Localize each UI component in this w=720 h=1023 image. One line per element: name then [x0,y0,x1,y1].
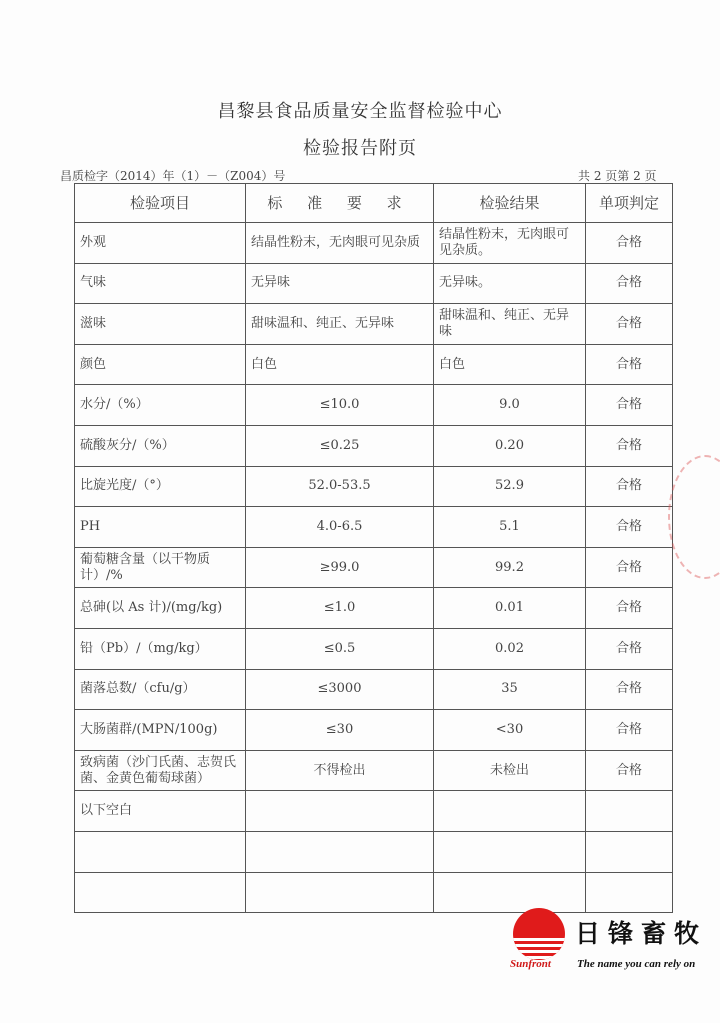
cell-verdict: 合格 [586,344,673,385]
cell-result: 无异味。 [434,263,586,304]
table-row [75,263,673,304]
logo-english-name: Sunfront [510,958,551,970]
table-row [75,588,673,629]
cell-verdict: 合格 [586,710,673,751]
document-number: 昌质检字（2014）年（1）－（Z004）号 [60,169,286,183]
cell-standard [246,831,434,872]
cell-item: 滋味 [75,304,246,345]
logo-chinese-name: 日锋畜牧 [575,919,708,948]
cell-result: 52.9 [434,466,586,507]
header-result: 检验结果 [434,184,586,223]
cell-standard: 甜味温和、纯正、无异味 [246,304,434,345]
cell-verdict: 合格 [586,547,673,588]
cell-standard: ≤3000 [246,669,434,710]
table-row [75,507,673,548]
cell-verdict: 合格 [586,425,673,466]
cell-result: 0.02 [434,628,586,669]
cell-standard: ≤0.5 [246,628,434,669]
cell-standard: 4.0-6.5 [246,507,434,548]
cell-verdict: 合格 [586,223,673,264]
cell-item: 气味 [75,263,246,304]
cell-result: 结晶性粉末，无肉眼可见杂质。 [434,223,586,264]
cell-result: <30 [434,710,586,751]
cell-item: 比旋光度/（°） [75,466,246,507]
cell-item: 以下空白 [75,791,246,832]
cell-item: 硫酸灰分/（%） [75,425,246,466]
sun-emblem-icon [513,908,565,960]
logo-slogan: The name you can rely on [577,958,696,970]
cell-item: PH [75,507,246,548]
cell-standard [246,791,434,832]
header-standard: 标 准 要 求 [246,184,434,223]
cell-result: 未检出 [434,750,586,791]
cell-verdict: 合格 [586,304,673,345]
cell-result: 35 [434,669,586,710]
table-row [75,669,673,710]
cell-result: 0.20 [434,425,586,466]
page-title: 检验报告附页 [303,138,417,159]
red-seal-stamp [668,455,720,579]
sunfront-logo [510,906,710,976]
cell-result [434,831,586,872]
cell-verdict: 合格 [586,466,673,507]
cell-result: 5.1 [434,507,586,548]
cell-standard: ≤30 [246,710,434,751]
cell-result: 99.2 [434,547,586,588]
cell-item [75,872,246,913]
cell-item: 大肠菌群/(MPN/100g) [75,710,246,751]
cell-item: 颜色 [75,344,246,385]
cell-item: 菌落总数/（cfu/g） [75,669,246,710]
cell-result: 0.01 [434,588,586,629]
cell-standard: 结晶性粉末，无肉眼可见杂质 [246,223,434,264]
table-row [75,547,673,588]
cell-verdict [586,831,673,872]
org-title: 昌黎县食品质量安全监督检验中心 [217,101,503,122]
cell-result [434,791,586,832]
cell-verdict: 合格 [586,507,673,548]
cell-verdict: 合格 [586,385,673,426]
cell-standard: ≤0.25 [246,425,434,466]
table-row [75,750,673,791]
header-verdict: 单项判定 [586,184,673,223]
table-row [75,710,673,751]
cell-item: 水分/（%） [75,385,246,426]
cell-result: 白色 [434,344,586,385]
cell-item: 铅（Pb）/（mg/kg） [75,628,246,669]
cell-standard [246,872,434,913]
cell-item: 总砷(以 As 计)/(mg/kg) [75,588,246,629]
cell-verdict: 合格 [586,750,673,791]
cell-item: 葡萄糖含量（以干物质计）/% [75,547,246,588]
table-row [75,344,673,385]
cell-result: 甜味温和、纯正、无异味 [434,304,586,345]
table-row [75,223,673,264]
cell-standard: 白色 [246,344,434,385]
cell-item: 致病菌（沙门氏菌、志贺氏菌、金黄色葡萄球菌） [75,750,246,791]
table-row [75,791,673,832]
table-header-row [75,184,673,223]
cell-result: 9.0 [434,385,586,426]
table-row [75,466,673,507]
cell-verdict: 合格 [586,588,673,629]
cell-standard: 52.0-53.5 [246,466,434,507]
cell-verdict: 合格 [586,628,673,669]
cell-verdict: 合格 [586,263,673,304]
cell-standard: 无异味 [246,263,434,304]
cell-item: 外观 [75,223,246,264]
page-indicator: 共 2 页第 2 页 [578,169,657,183]
cell-standard: 不得检出 [246,750,434,791]
inspection-table [74,183,673,913]
table-row [75,425,673,466]
header-item: 检验项目 [75,184,246,223]
cell-item [75,831,246,872]
cell-verdict [586,791,673,832]
cell-verdict: 合格 [586,669,673,710]
table-row [75,831,673,872]
cell-standard: ≥99.0 [246,547,434,588]
table-row [75,304,673,345]
cell-standard: ≤1.0 [246,588,434,629]
cell-standard: ≤10.0 [246,385,434,426]
table-row [75,628,673,669]
table-row [75,385,673,426]
